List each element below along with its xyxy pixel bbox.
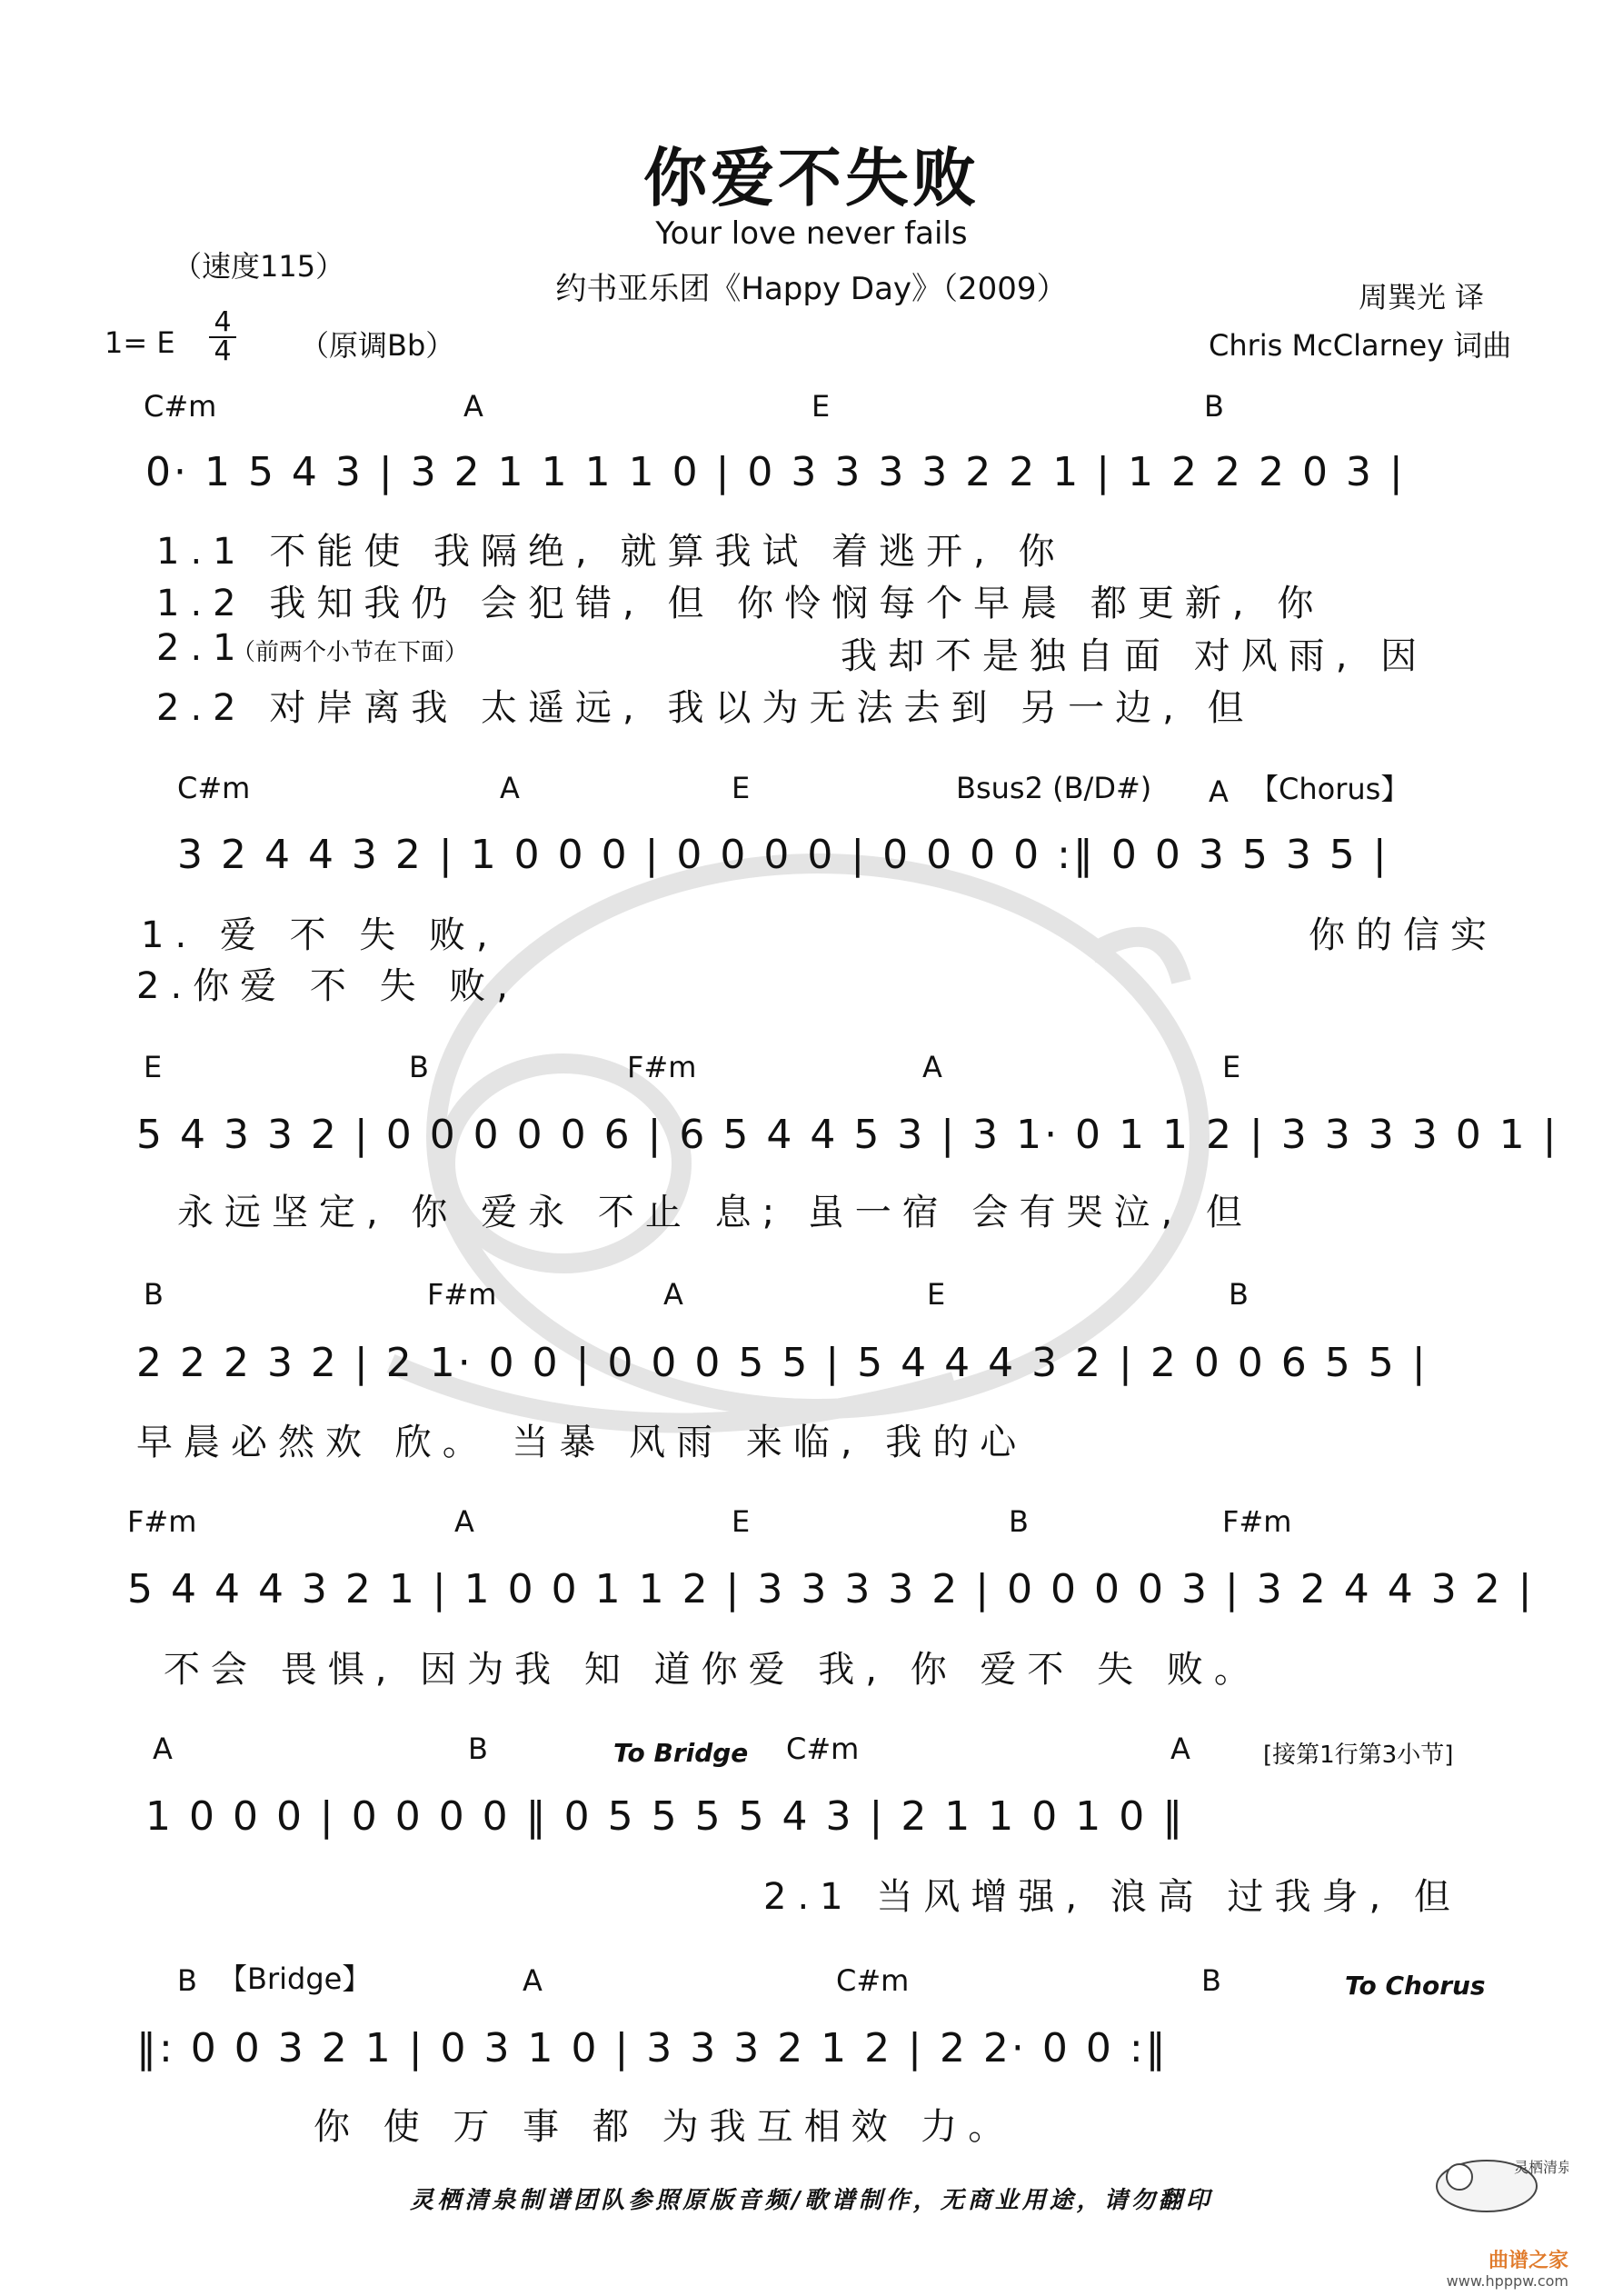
notes-row-4: 2 2 2 3 2 | 2 1· 0 0 | 0 0 0 5 5 | 5 4 4 4 3 2 | 2 0 0 6 5 5 | — [136, 1340, 1429, 1386]
chord: A — [1209, 774, 1229, 809]
chord: B — [409, 1050, 429, 1084]
song-subtitle: Your love never fails — [655, 215, 968, 252]
chord: Bsus2 (B/D#) — [956, 771, 1152, 805]
sheep-logo-icon — [1423, 2136, 1568, 2218]
chord: E — [732, 771, 751, 805]
chord: B — [1204, 389, 1224, 424]
lyric-line: 1.1 不能使 我隔绝, 就算我试 着逃开, 你 — [156, 531, 1066, 573]
chord: B — [177, 1963, 197, 1998]
notes-row-5: 5 4 4 4 3 2 1 | 1 0 0 1 1 2 | 3 3 3 3 2 | 0 0 0 0 3 | 3 2 4 4 3 2 | — [127, 1566, 1535, 1612]
chord: A — [153, 1732, 173, 1766]
chord: B — [144, 1277, 164, 1312]
notes-row-1: 0· 1 5 4 3 | 3 2 1 1 1 1 0 | 0 3 3 3 3 2 2 1 | 1 2 2 2 0 3 | — [145, 449, 1406, 495]
lyric-line: 1. 爱 不 失 败, — [141, 914, 499, 956]
chord: F#m — [427, 1277, 497, 1312]
to-chorus-marker: To Chorus — [1345, 1971, 1486, 2001]
lyric-line: 早晨必然欢 欣。 当暴 风雨 来临, 我的心 — [136, 1422, 1028, 1463]
lyric-line: 你的信实 — [1309, 914, 1498, 956]
time-numerator: 4 — [214, 306, 232, 338]
chord: B — [1229, 1277, 1249, 1312]
notes-row-7: ‖: 0 0 3 2 1 | 0 3 1 0 | 3 3 3 2 1 2 | 2 2· 0 0 :‖ — [136, 2025, 1169, 2071]
chord: E — [144, 1050, 163, 1084]
translator: 周巽光 译 — [1359, 280, 1485, 314]
lyric-line: 我却不是独自面 对风雨, 因 — [841, 635, 1429, 677]
logo-text: 灵栖清泉 — [1514, 2159, 1568, 2176]
chord: E — [927, 1277, 946, 1312]
notes-row-2: 3 2 4 4 3 2 | 1 0 0 0 | 0 0 0 0 | 0 0 0 0 :‖ 0 0 3 5 3 5 | — [177, 832, 1389, 878]
chord: A — [454, 1504, 474, 1539]
time-signature — [209, 306, 236, 367]
chord: E — [1222, 1050, 1241, 1084]
jump-note: [接第1行第3小节] — [1263, 1742, 1454, 1769]
key-signature: 1= E — [105, 325, 175, 360]
chord: A — [922, 1050, 942, 1084]
song-title: 你爱不失败 — [643, 141, 980, 215]
lyric-line: 2.2 对岸离我 太遥远, 我以为无法去到 另一边, 但 — [156, 687, 1255, 729]
chord: E — [732, 1504, 751, 1539]
chord: A — [500, 771, 520, 805]
chord: B — [1201, 1963, 1221, 1998]
footer-note: 灵栖清泉制谱团队参照原版音频/歌谱制作，无商业用途，请勿翻印 — [410, 2187, 1213, 2214]
lyric-line: 永远坚定, 你 爱永 不止 息; 虽一宿 会有哭泣, 但 — [177, 1192, 1253, 1233]
chord: B — [1009, 1504, 1029, 1539]
site-name: 曲谱之家 — [1488, 2250, 1568, 2272]
notes-row-6: 1 0 0 0 | 0 0 0 0 ‖ 0 5 5 5 5 4 3 | 2 1 1 0 1 0 ‖ — [145, 1793, 1186, 1840]
chord: F#m — [627, 1050, 697, 1084]
tempo: （速度115） — [173, 249, 345, 284]
chord: A — [523, 1963, 543, 1998]
chord: A — [463, 389, 483, 424]
lyric-line: 你 使 万 事 都 为我互相效 力。 — [314, 2106, 1016, 2148]
site-url: www.hpppw.com — [1446, 2272, 1568, 2290]
album-info: 约书亚乐团《Happy Day》（2009） — [555, 271, 1068, 307]
chord: B — [468, 1732, 488, 1766]
notes-row-3: 5 4 3 3 2 | 0 0 0 0 0 6 | 6 5 4 4 5 3 | 3 1· 0 1 1 2 | 3 3 3 3 0 1 | — [136, 1112, 1559, 1158]
lyric-note: （前两个小节在下面） — [232, 639, 469, 666]
bridge-tag: 【Bridge】 — [218, 1962, 372, 1996]
chorus-tag: 【Chorus】 — [1250, 772, 1410, 806]
chord: F#m — [127, 1504, 197, 1539]
chord: C#m — [177, 771, 251, 805]
chord: C#m — [786, 1732, 860, 1766]
chord: E — [812, 389, 831, 424]
composer: Chris McClarney 词曲 — [1209, 328, 1512, 363]
lyric-line: 1.2 我知我仍 会犯错, 但 你怜悯每个早晨 都更新, 你 — [156, 583, 1325, 624]
to-bridge-marker: To Bridge — [613, 1738, 749, 1768]
chord: C#m — [144, 389, 217, 424]
lyric-line: 2.1 — [156, 627, 247, 669]
sheep-logo — [1423, 2136, 1568, 2236]
lyric-line: 2.你爱 不 失 败, — [136, 965, 520, 1007]
chord: F#m — [1222, 1504, 1292, 1539]
chord: A — [1170, 1732, 1190, 1766]
lyric-line: 不会 畏惧, 因为我 知 道你爱 我, 你 爱不 失 败。 — [164, 1649, 1261, 1691]
lyric-line: 2.1 当风增强, 浪高 过我身, 但 — [763, 1876, 1461, 1918]
chord: C#m — [836, 1963, 910, 1998]
time-denominator: 4 — [209, 336, 236, 365]
original-key: （原调Bb） — [300, 328, 455, 363]
chord: A — [663, 1277, 683, 1312]
